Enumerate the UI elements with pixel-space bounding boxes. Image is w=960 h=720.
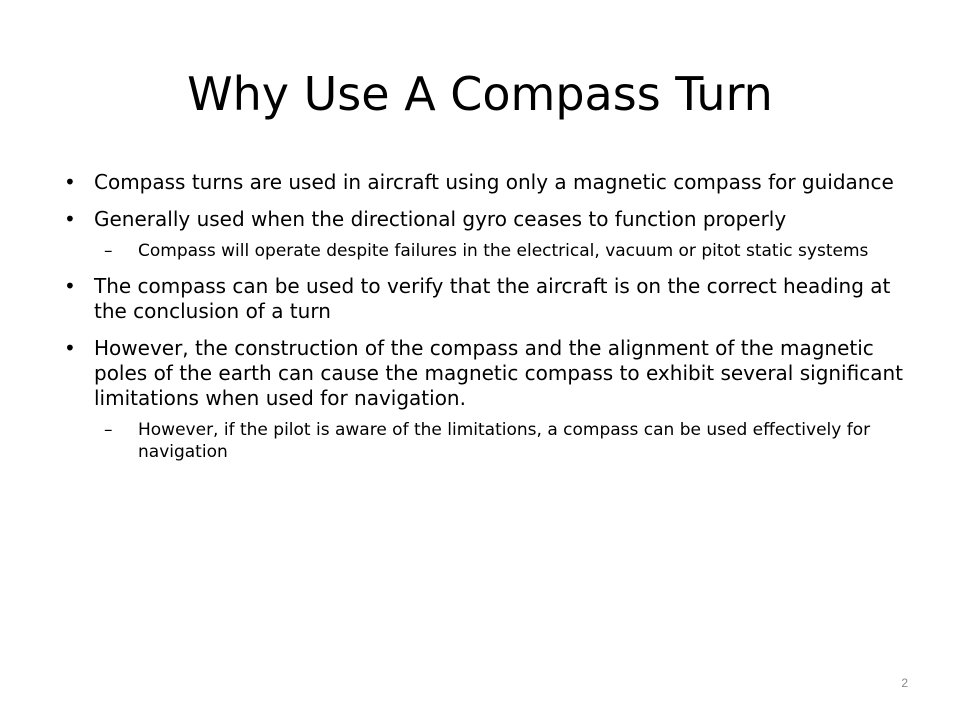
bullet-text: However, the construction of the compass and the alignment of the magnetic poles of the earth can cause the magnetic compass to exhibit several significant limitations when used for navigation. xyxy=(94,336,903,410)
bullet-text: Generally used when the directional gyro ceases to function properly xyxy=(94,207,787,231)
bullet-text: The compass can be used to verify that the aircraft is on the correct heading at the conclusion of a turn xyxy=(94,274,891,323)
slide-title: Why Use A Compass Turn xyxy=(187,67,773,121)
bullet-item xyxy=(64,336,916,411)
sub-bullet-item xyxy=(64,240,916,262)
bullet-item xyxy=(64,207,916,232)
sub-bullet-text: However, if the pilot is aware of the limitations, a compass can be used effectively for navigation xyxy=(138,420,871,462)
bullet-text: Compass turns are used in aircraft using only a magnetic compass for guidance xyxy=(94,170,894,194)
bullet-item xyxy=(64,170,916,195)
bullet-icon: • xyxy=(64,207,76,231)
page-number: 2 xyxy=(901,676,908,690)
bullet-icon: • xyxy=(64,170,76,194)
sub-bullet-text: Compass will operate despite failures in the electrical, vacuum or pitot static systems xyxy=(138,241,869,261)
bullet-icon: • xyxy=(64,274,76,298)
dash-icon: – xyxy=(104,241,113,261)
dash-icon: – xyxy=(104,420,113,440)
slide-body xyxy=(64,170,916,475)
bullet-icon: • xyxy=(64,336,76,360)
sub-bullet-item xyxy=(64,419,916,463)
bullet-item xyxy=(64,274,916,324)
